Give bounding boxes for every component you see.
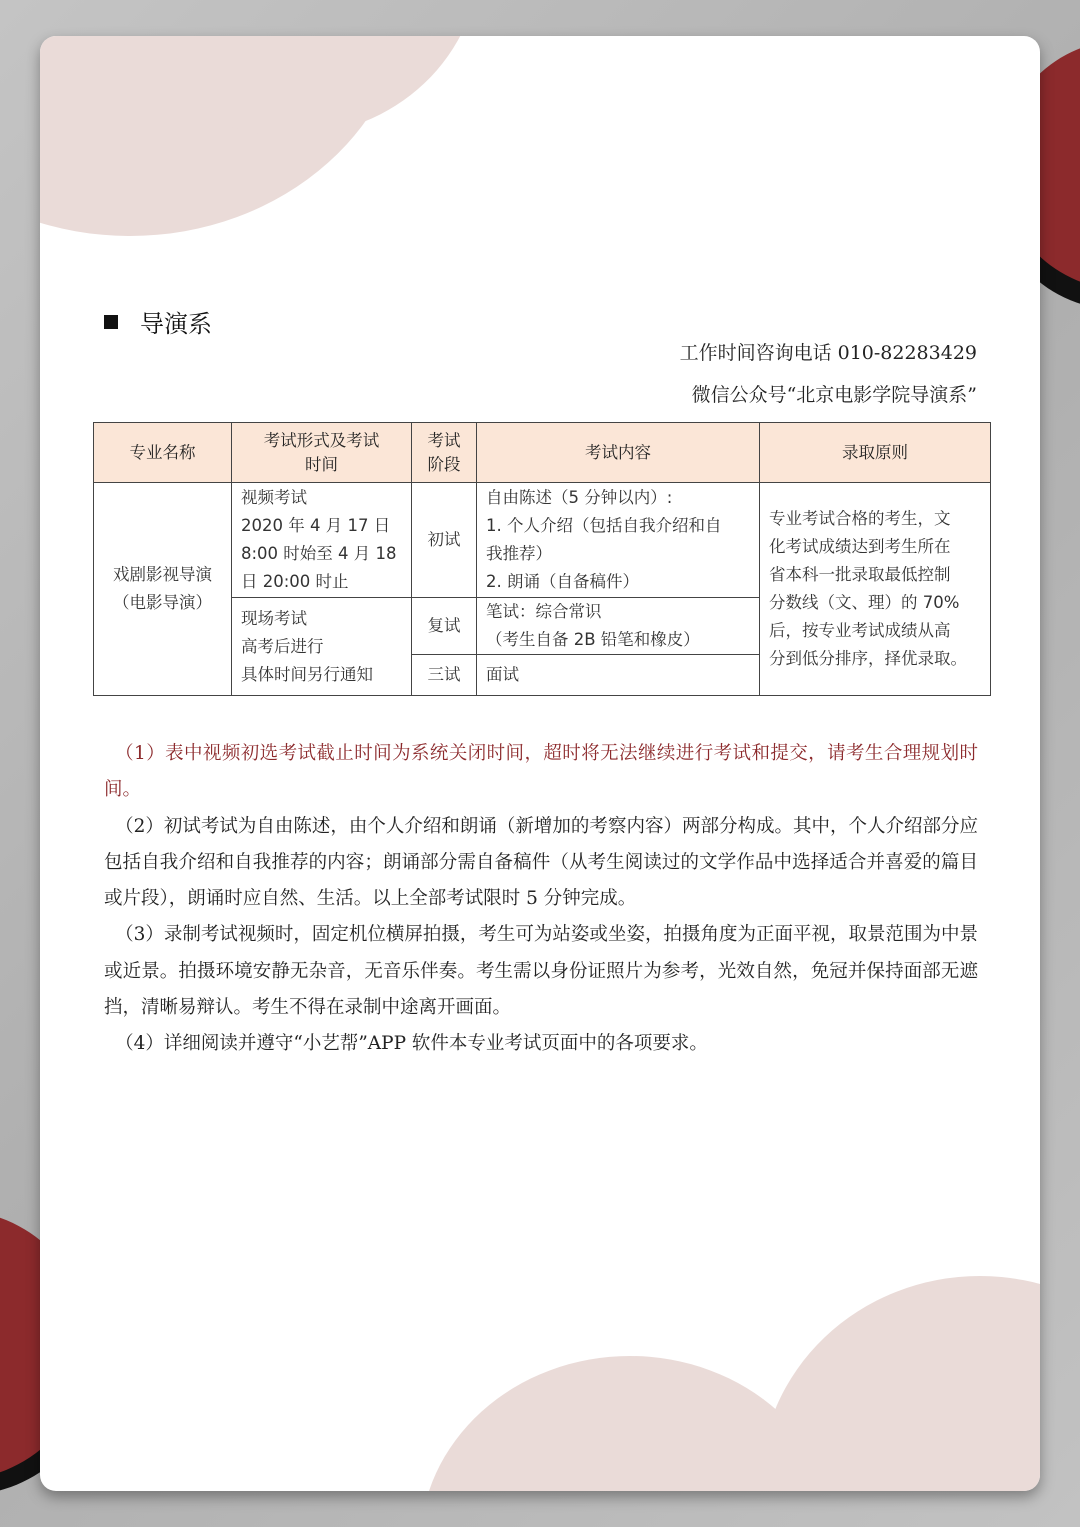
- onsite-exam-cell: [232, 598, 412, 696]
- major-cell: [94, 483, 232, 696]
- header-format: 考试形式及考试时间: [232, 423, 412, 483]
- content-second-line: 笔试：综合常识: [486, 602, 602, 621]
- table-row: [94, 483, 991, 598]
- major-name: 戏剧影视导演: [113, 565, 212, 584]
- exam-table: [93, 422, 991, 696]
- content-second-cell: [477, 598, 760, 655]
- principle-cell: [760, 483, 991, 696]
- principle-line: 分数线（文、理）的 70%: [769, 593, 960, 612]
- major-sub: （电影导演）: [113, 593, 212, 612]
- onsite-exam-line: 具体时间另行通知: [241, 664, 373, 684]
- stage-second: 复试: [412, 598, 477, 655]
- notes: [104, 736, 978, 1063]
- note-4: （4）详细阅读并遵守“小艺帮”APP 软件本专业考试页面中的各项要求。: [115, 1033, 708, 1055]
- header-stage: 考试阶段: [412, 423, 477, 483]
- video-exam-cell: [232, 483, 412, 598]
- table-header-row: [94, 423, 991, 483]
- content-first-line: 我推荐）: [486, 544, 552, 563]
- principle-line: 化考试成绩达到考生所在: [769, 537, 951, 556]
- principle-line: 专业考试合格的考生，文: [769, 509, 951, 528]
- onsite-exam-line: 高考后进行: [241, 636, 324, 656]
- content-second-line: （考生自备 2B 铅笔和橡皮）: [486, 630, 700, 649]
- stage-first: 初试: [412, 483, 477, 598]
- video-exam-time-2: 8:00 时始至 4 月 18: [241, 544, 397, 563]
- header-major: 专业名称: [94, 423, 232, 483]
- content-first-line: 1. 个人介绍（包括自我介绍和自: [486, 516, 722, 535]
- note-2: （2）初试考试为自由陈述，由个人介绍和朗诵（新增加的考察内容）两部分构成。其中，个人介绍部分应包括自我介绍和自我推荐的内容；朗诵部分需自备稿件（从考生阅读过的文学作品中选择适合并喜爱的篇目或片段），朗诵时应自然、生活。以上全部考试限时 5 分钟完成。: [104, 815, 978, 910]
- document-card: [40, 36, 1040, 1491]
- section-title: 导演系: [104, 304, 212, 339]
- onsite-exam-label: 现场考试: [241, 608, 307, 628]
- principle-line: 后，按专业考试成绩从高: [769, 621, 951, 640]
- contact-phone: 工作时间咨询电话 010-82283429: [679, 342, 977, 364]
- header-content: 考试内容: [477, 423, 760, 483]
- content-third-cell: 面试: [477, 655, 760, 696]
- stage-third: 三试: [412, 655, 477, 696]
- video-exam-time-1: 2020 年 4 月 17 日: [241, 516, 391, 535]
- note-1: （1）表中视频初选考试截止时间为系统关闭时间，超时将无法继续进行考试和提交，请考生合理规划时间。: [104, 743, 978, 801]
- content-first-line: 自由陈述（5 分钟以内）:: [486, 488, 673, 507]
- square-bullet-icon: [104, 315, 118, 329]
- principle-line: 省本科一批录取最低控制: [769, 565, 951, 584]
- principle-line: 分到低分排序，择优录取。: [769, 649, 967, 668]
- note-3: （3）录制考试视频时，固定机位横屏拍摄，考生可为站姿或坐姿，拍摄角度为正面平视，取景范围为中景或近景。拍摄环境安静无杂音，无音乐伴奏。考生需以身份证照片为参考，光效自然，免冠并保持面部无遮挡，清晰易辩认。考生不得在录制中途离开画面。: [104, 924, 978, 1019]
- content-first-cell: [477, 483, 760, 598]
- header-principle: 录取原则: [760, 423, 991, 483]
- video-exam-time-3: 日 20:00 时止: [241, 572, 349, 591]
- contact-wechat: 微信公众号“北京电影学院导演系”: [691, 384, 977, 406]
- video-exam-label: 视频考试: [241, 488, 307, 507]
- content-first-line: 2. 朗诵（自备稿件）: [486, 572, 639, 591]
